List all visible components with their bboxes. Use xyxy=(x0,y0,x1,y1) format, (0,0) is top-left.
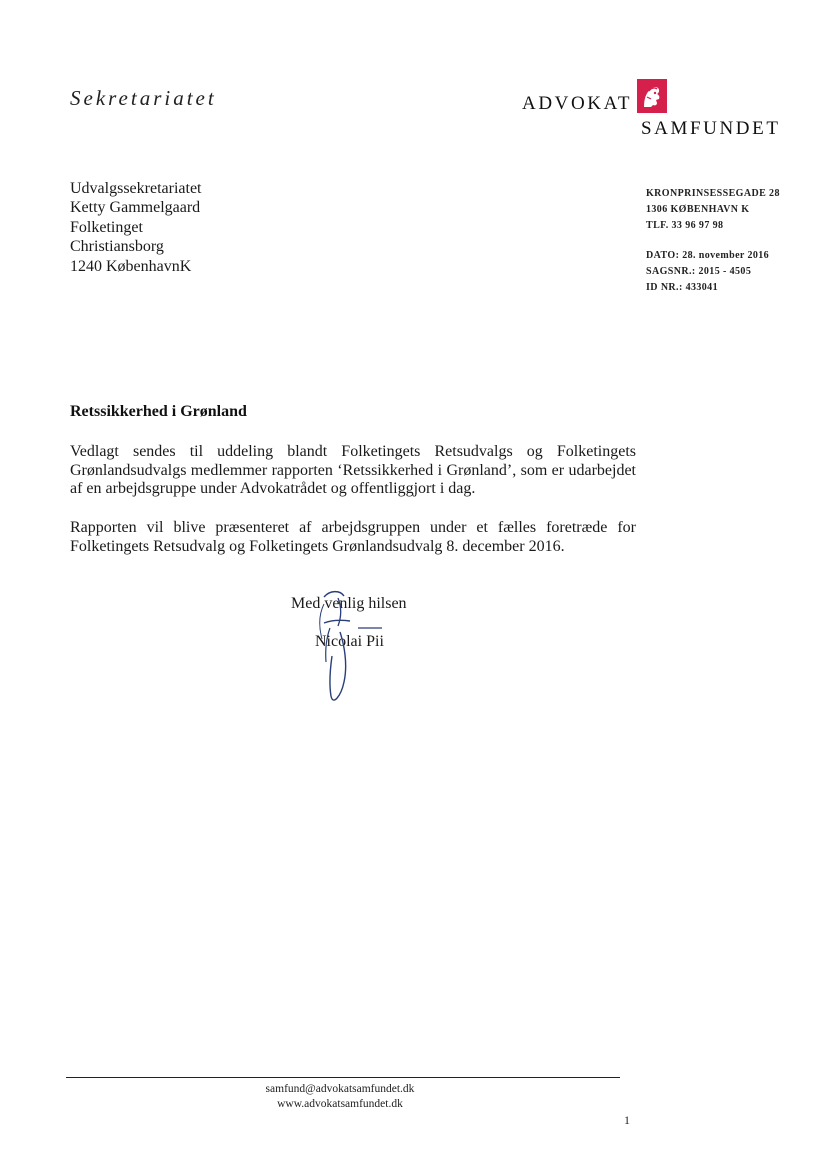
recipient-line: 1240 KøbenhavnK xyxy=(70,257,192,275)
footer-website[interactable]: www.advokatsamfundet.dk xyxy=(277,1098,403,1110)
case-number: SAGSNR.: 2015 - 4505 xyxy=(646,266,752,277)
letter-subject: Retssikkerhed i Grønland xyxy=(70,403,247,420)
handwritten-signature xyxy=(300,584,400,708)
sender-phone: TLF. 33 96 97 98 xyxy=(646,220,724,231)
department-name: Sekretariatet xyxy=(70,86,217,110)
recipient-line: Folketinget xyxy=(70,218,143,236)
recipient-line: Ketty Gammelgaard xyxy=(70,199,201,217)
footer-divider xyxy=(66,1077,620,1078)
sender-city: 1306 KØBENHAVN K xyxy=(646,204,750,215)
letter-paragraph: Vedlagt sendes til uddeling blandt Folketingets Retsudvalgs og Folketingets Grønlandsudvalgs medlemmer rapporten ‘Retssikkerhed i Grønland’, som er udarbejdet af en arbejdsgruppe under Advokatrådet og offentliggjort i dag. xyxy=(70,443,636,497)
signer-name: Nicolai Pii xyxy=(315,633,384,650)
letter-date: DATO: 28. november 2016 xyxy=(646,250,770,261)
footer-email[interactable]: samfund@advokatsamfundet.dk xyxy=(265,1083,415,1095)
id-number: ID NR.: 433041 xyxy=(646,282,718,293)
recipient-line: Udvalgssekretariatet xyxy=(70,180,202,197)
recipient-line: Christiansborg xyxy=(70,238,164,256)
footer xyxy=(200,1082,480,1112)
sender-street: KRONPRINSESSEGADE 28 xyxy=(646,188,780,199)
page-number: 1 xyxy=(624,1113,630,1127)
advokatsamfundet-logo-icon xyxy=(637,79,667,113)
letter-paragraph: Rapporten vil blive præsenteret af arbejdsgruppen under et fælles foretræde for Folketingets Retsudvalg og Folketingets Grønlandsudvalg 8. december 2016. xyxy=(70,519,636,555)
recipient-address xyxy=(70,179,202,276)
sender-info xyxy=(646,186,780,296)
logo-text-advokat: ADVOKAT xyxy=(522,93,633,114)
letter-closing: Med venlig hilsen xyxy=(291,595,407,612)
logo-text-samfundet: SAMFUNDET xyxy=(641,118,781,139)
